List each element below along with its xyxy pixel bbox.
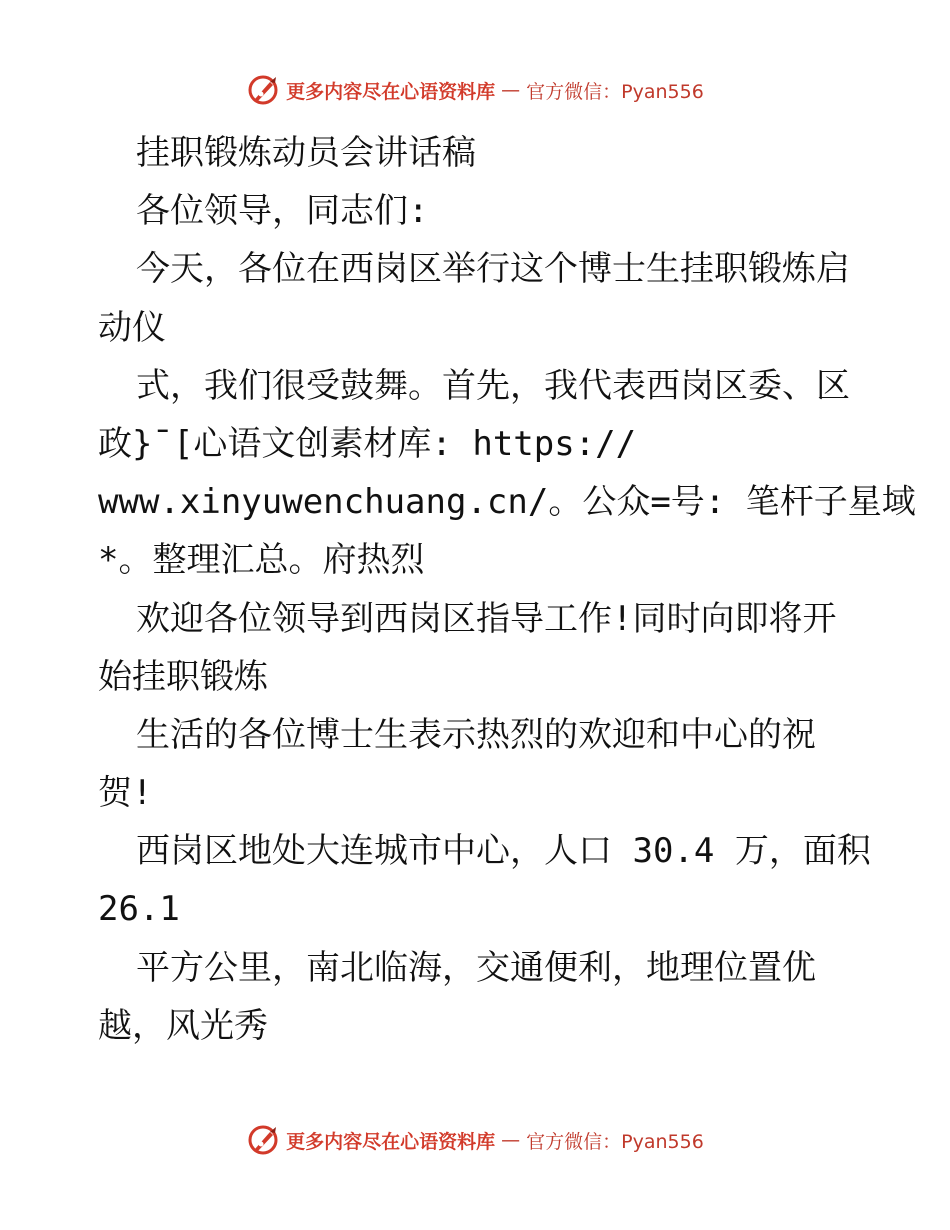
banner-main-text: 更多内容尽在心语资料库 xyxy=(286,1130,496,1153)
header-banner xyxy=(0,70,950,110)
text-line: 26.1 xyxy=(98,889,180,930)
quill-pen-logo-icon xyxy=(246,73,280,107)
banner-dash: — xyxy=(501,1129,521,1151)
text-line: 欢迎各位领导到西岗区指导工作!同时向即将开 xyxy=(136,598,837,639)
text-line: 今天，各位在西岗区举行这个博士生挂职锻炼启 xyxy=(136,249,850,290)
text-line: *。整理汇总。府热烈 xyxy=(98,540,425,581)
text-line: 各位领导，同志们: xyxy=(136,191,429,232)
text-line: 越，风光秀 xyxy=(98,1005,268,1046)
banner-sub-text: 官方微信：Pyan556 xyxy=(526,80,704,103)
text-line: www.xinyuwenchuang.cn/。公众=号: 笔杆子星域 xyxy=(98,482,916,523)
banner-main-text: 更多内容尽在心语资料库 xyxy=(286,80,496,103)
text-line: 式，我们很受鼓舞。首先，我代表西岗区委、区 xyxy=(136,365,850,406)
text-line: 平方公里，南北临海，交通便利，地理位置优 xyxy=(136,947,816,988)
banner-content xyxy=(246,73,704,107)
document-body xyxy=(98,124,916,1055)
text-line: 挂职锻炼动员会讲话稿 xyxy=(136,133,476,173)
text-line: 政}¯[心语文创素材库: https:// xyxy=(98,423,637,464)
banner-dash: — xyxy=(501,79,521,101)
footer-banner xyxy=(0,1120,950,1160)
quill-pen-logo-icon xyxy=(246,1123,280,1157)
text-line: 西岗区地处大连城市中心，人口 30.4 万，面积 xyxy=(136,831,871,872)
banner-content xyxy=(246,1123,704,1157)
text-line: 始挂职锻炼 xyxy=(98,656,268,697)
text-line: 贺! xyxy=(98,773,153,814)
text-line: 动仪 xyxy=(98,307,166,348)
text-line: 生活的各位博士生表示热烈的欢迎和中心的祝 xyxy=(136,714,816,755)
banner-sub-text: 官方微信：Pyan556 xyxy=(526,1130,704,1153)
